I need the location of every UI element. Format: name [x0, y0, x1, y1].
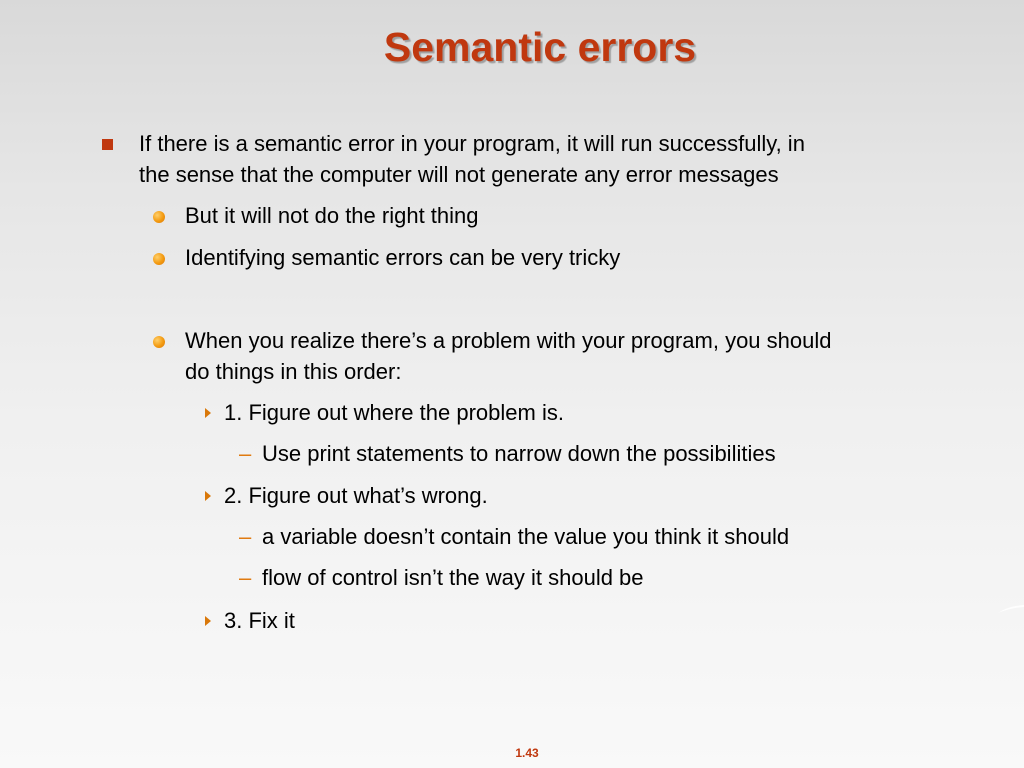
round-bullet-icon — [153, 211, 165, 223]
swoosh-decoration-icon — [998, 604, 1024, 614]
step-2: 2. Figure out what’s wrong. — [224, 483, 488, 508]
bullet-sub2: Identifying semantic errors can be very tricky — [185, 245, 621, 270]
round-bullet-icon — [153, 336, 165, 348]
dash-bullet-icon: – — [239, 565, 252, 590]
step-2-detail-1: a variable doesn’t contain the value you think it should — [262, 524, 790, 549]
bullet-sub1: But it will not do the right thing — [185, 203, 479, 228]
bullet-sub3-line1: When you realize there’s a problem with your program, you should — [185, 328, 832, 353]
dash-bullet-icon: – — [239, 441, 252, 466]
page-number: 1.43 — [515, 746, 539, 760]
bullet-main-line2: the sense that the computer will not generate any error messages — [139, 162, 779, 187]
arrow-bullet-icon — [205, 616, 211, 626]
step-3: 3. Fix it — [224, 608, 295, 633]
round-bullet-icon — [153, 253, 165, 265]
square-bullet-icon — [102, 139, 113, 150]
arrow-bullet-icon — [205, 408, 211, 418]
step-1: 1. Figure out where the problem is. — [224, 400, 564, 425]
bullet-main-line1: If there is a semantic error in your program, it will run successfully, in — [139, 131, 805, 156]
arrow-bullet-icon — [205, 491, 211, 501]
step-2-detail-2: flow of control isn’t the way it should be — [262, 565, 644, 590]
slide-title: Semantic errors — [383, 24, 697, 70]
step-1-detail: Use print statements to narrow down the possibilities — [262, 441, 776, 466]
bullet-sub3-line2: do things in this order: — [185, 359, 402, 384]
dash-bullet-icon: – — [239, 524, 252, 549]
